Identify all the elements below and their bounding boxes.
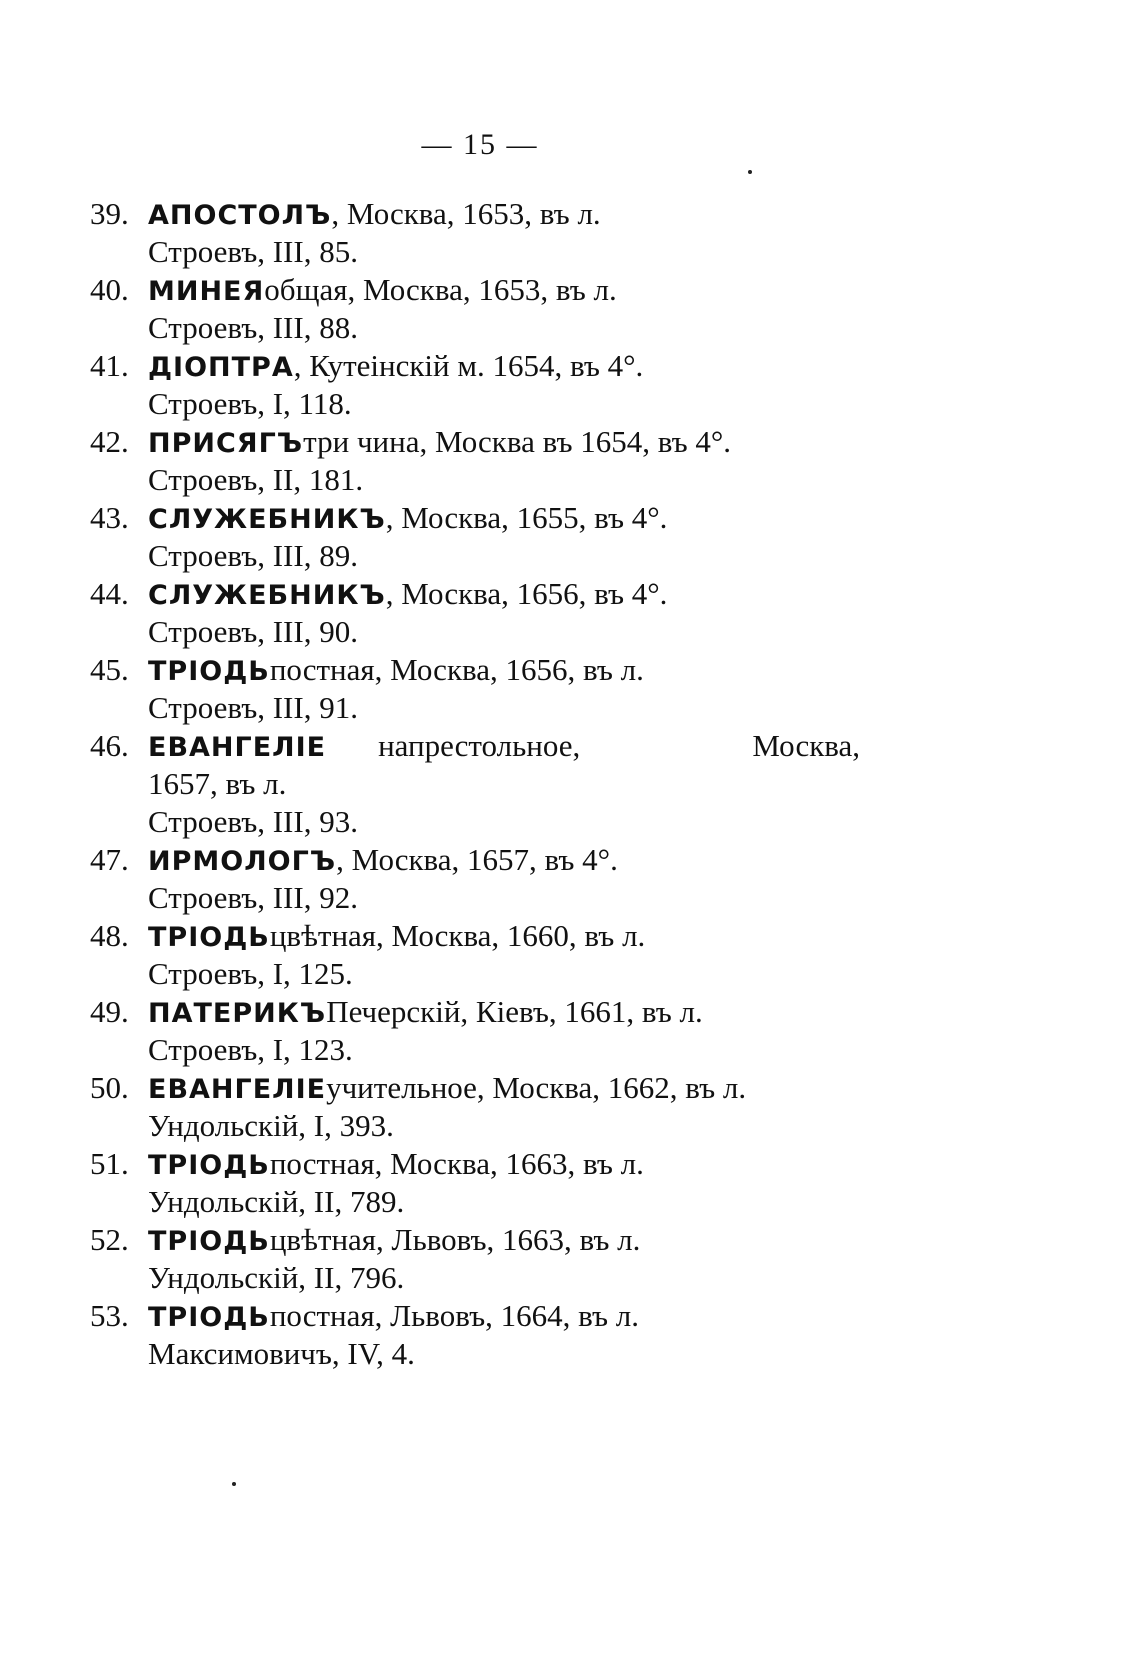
entry-title: ТРІОДЬ	[148, 656, 270, 687]
entry-details: постная, Львовъ, 1664, въ л.	[269, 1298, 639, 1333]
entry-53	[90, 1297, 920, 1373]
entry-number: 42.	[90, 424, 129, 459]
entry-number: 44.	[90, 576, 129, 611]
entry-reference: Строевъ, III, 88.	[148, 310, 358, 345]
entry-44	[90, 575, 920, 651]
entry-details: три чина, Москва въ 1654, въ 4°.	[303, 424, 732, 459]
entry-number: 43.	[90, 500, 129, 535]
entry-number: 47.	[90, 842, 129, 877]
page-number: — 15 —	[421, 128, 539, 161]
entry-title: ТРІОДЬ	[148, 1226, 270, 1257]
entry-52	[90, 1221, 920, 1297]
entry-reference: Строевъ, I, 118.	[148, 386, 352, 421]
entry-title: ПРИСЯГЪ	[148, 428, 304, 459]
entry-reference: Строевъ, III, 91.	[148, 690, 358, 725]
entry-number: 53.	[90, 1298, 129, 1333]
entry-details: цвѣтная, Москва, 1660, въ л.	[269, 918, 646, 953]
entry-title: АПОСТОЛЪ	[148, 200, 332, 231]
entry-details: учительное, Москва, 1662, въ л.	[326, 1070, 747, 1105]
entry-reference: Строевъ, I, 125.	[148, 956, 353, 991]
entry-list	[90, 195, 920, 1373]
entry-title: ИРМОЛОГЪ	[148, 846, 337, 877]
entry-39	[90, 195, 920, 271]
entry-number: 41.	[90, 348, 129, 383]
entry-title: ТРІОДЬ	[148, 1150, 270, 1181]
entry-details: Печерскій, Кіевъ, 1661, въ л.	[326, 994, 703, 1029]
entry-number: 46.	[90, 728, 129, 763]
entry-details: цвѣтная, Львовъ, 1663, въ л.	[269, 1222, 641, 1257]
entry-details: постная, Москва, 1656, въ л.	[269, 652, 644, 687]
entry-details: общая, Москва, 1653, въ л.	[264, 272, 617, 307]
entry-details: , Кутеінскій м. 1654, въ 4°.	[293, 348, 644, 383]
entry-reference: Максимовичъ, IV, 4.	[148, 1336, 415, 1371]
entry-title: ТРІОДЬ	[148, 922, 270, 953]
entry-reference: Строевъ, II, 181.	[148, 462, 364, 497]
entry-title: СЛУЖЕБНИКЪ	[148, 504, 386, 535]
entry-number: 49.	[90, 994, 129, 1029]
entry-number: 39.	[90, 196, 129, 231]
entry-48	[90, 917, 920, 993]
entry-reference: Строевъ, III, 85.	[148, 234, 358, 269]
entry-reference: Ундольскій, I, 393.	[148, 1108, 394, 1143]
entry-details: постная, Москва, 1663, въ л.	[269, 1146, 644, 1181]
print-speck	[232, 1482, 236, 1486]
entry-51	[90, 1145, 920, 1221]
entry-details: напрестольное,	[378, 728, 581, 763]
entry-title: ЕВАНГЕЛІЕ	[148, 1074, 327, 1105]
entry-title: СЛУЖЕБНИКЪ	[148, 580, 386, 611]
entry-43	[90, 499, 920, 575]
print-speck	[748, 170, 752, 174]
entry-41	[90, 347, 920, 423]
entry-40	[90, 271, 920, 347]
entry-number: 40.	[90, 272, 129, 307]
entry-number: 52.	[90, 1222, 129, 1257]
entry-reference: Строевъ, III, 93.	[148, 804, 358, 839]
entry-42	[90, 423, 920, 499]
entry-reference: Ундольскій, II, 789.	[148, 1184, 405, 1219]
entry-details: , Москва, 1656, въ 4°.	[385, 576, 668, 611]
entry-title: ПАТЕРИКЪ	[148, 998, 327, 1029]
entry-details: , Москва, 1653, въ л.	[331, 196, 601, 231]
entry-reference: Строевъ, III, 90.	[148, 614, 358, 649]
entry-number: 45.	[90, 652, 129, 687]
entry-46	[90, 727, 920, 841]
entry-number: 50.	[90, 1070, 129, 1105]
entry-number: 48.	[90, 918, 129, 953]
entry-reference: Ундольскій, II, 796.	[148, 1260, 405, 1295]
entry-details-continued: 1657, въ л.	[148, 766, 287, 801]
entry-45	[90, 651, 920, 727]
entry-49	[90, 993, 920, 1069]
entry-reference: Строевъ, III, 92.	[148, 880, 358, 915]
entry-50	[90, 1069, 920, 1145]
entry-title: ЕВАНГЕЛІЕ	[148, 732, 327, 763]
entry-title: ТРІОДЬ	[148, 1302, 270, 1333]
entry-title: МИНЕЯ	[148, 276, 265, 307]
entry-47	[90, 841, 920, 917]
entry-reference: Строевъ, III, 89.	[148, 538, 358, 573]
entry-number: 51.	[90, 1146, 129, 1181]
entry-details-place: Москва,	[752, 728, 860, 763]
entry-details: , Москва, 1657, въ 4°.	[336, 842, 618, 877]
entry-title: ДІОПТРА	[148, 352, 294, 383]
entry-reference: Строевъ, I, 123.	[148, 1032, 353, 1067]
entry-details: , Москва, 1655, въ 4°.	[385, 500, 668, 535]
